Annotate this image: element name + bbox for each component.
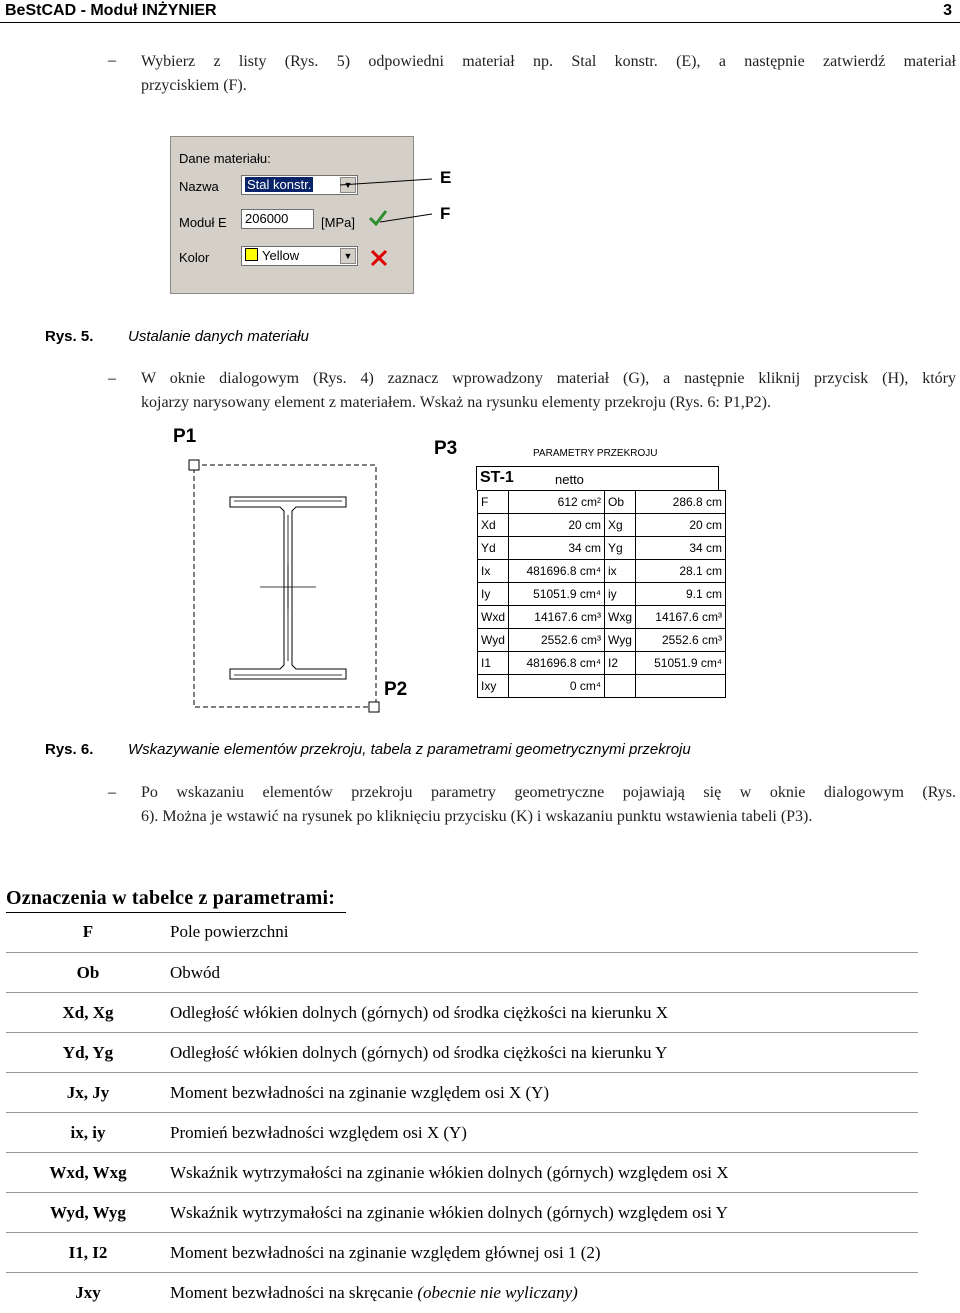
section-note: netto (555, 472, 584, 487)
legend-row (6, 1272, 918, 1313)
page-header (0, 0, 960, 23)
parameters-cell: 2552.6 cm³ (509, 629, 605, 652)
para3-line-2: 6). Można je wstawić na rysunek po kliknięciu przycisku (K) i wskazaniu punktu wstawienia tabeli (P3). (141, 808, 813, 825)
legend-symbol: Wxd, Wxg (49, 1163, 127, 1182)
parameters-cell: Xd (478, 514, 509, 537)
chevron-down-icon[interactable]: ▼ (340, 177, 356, 193)
parameters-cell: Ix (478, 560, 509, 583)
paragraph-2 (141, 367, 956, 415)
parameters-cell (605, 675, 636, 698)
legend-row (6, 1192, 918, 1233)
para3-line-1: Po wskazaniu elementów przekroju parametry geometryczne pojawiają się w oknie dialogowym (Rys. (141, 784, 956, 801)
parameters-cell: Ixy (478, 675, 509, 698)
para2-line-1: W oknie dialogowym (Rys. 4) zaznacz wprowadzony materiał (G), a następnie kliknij przycisk (H), który (141, 370, 956, 387)
parameters-cell: 14167.6 cm³ (636, 606, 726, 629)
page-number: 3 (943, 2, 952, 19)
parameters-row (478, 652, 726, 675)
parameters-cell: Wxd (478, 606, 509, 629)
legend-row (6, 952, 918, 993)
legend-row (6, 1112, 918, 1153)
legend-symbol: Jx, Jy (66, 1083, 110, 1102)
parameters-cell: 481696.8 cm⁴ (509, 560, 605, 583)
bullet-dash: – (108, 784, 116, 801)
parameters-cell: Wyg (605, 629, 636, 652)
legend-row (6, 1232, 918, 1273)
legend-row (6, 992, 918, 1033)
color-select[interactable] (241, 246, 358, 266)
parameters-row (478, 629, 726, 652)
parameters-cell: Wyd (478, 629, 509, 652)
legend-symbol: Wyd, Wyg (50, 1203, 126, 1222)
legend-symbol: F (82, 922, 94, 941)
name-label: Nazwa (179, 179, 219, 194)
legend-description (170, 1243, 601, 1263)
legend-description (170, 1283, 578, 1303)
parameters-cell: 286.8 cm (636, 491, 726, 514)
legend-description (170, 922, 289, 942)
label-p3: P3 (434, 438, 458, 459)
legend-row (6, 1032, 918, 1073)
modulus-unit: [MPa] (321, 215, 355, 230)
legend-description-text: Moment bezwładności na zginanie względem osi X (Y) (170, 1083, 550, 1102)
chevron-down-icon[interactable]: ▼ (340, 248, 356, 264)
parameters-row (478, 560, 726, 583)
bullet-dash: – (108, 52, 116, 69)
legend-row (6, 912, 918, 952)
parameters-row (478, 537, 726, 560)
parameters-table (477, 490, 726, 698)
parameters-cell: I2 (605, 652, 636, 675)
parameters-cell: 34 cm (509, 537, 605, 560)
group-label: Dane materiału: (179, 151, 271, 166)
parameters-cell: Ob (605, 491, 636, 514)
modulus-label: Moduł E (179, 215, 227, 230)
callout-f: F (440, 204, 451, 223)
legend-description-text: Pole powierzchni (170, 922, 289, 941)
intro-line-1: Wybierz z listy (Rys. 5) odpowiedni materiał np. Stal konstr. (E), a następnie zatwierdź materiał (141, 53, 956, 70)
cancel-button[interactable] (368, 247, 390, 269)
parameters-cell (636, 675, 726, 698)
legend-symbol: Yd, Yg (62, 1043, 114, 1062)
legend-row (6, 1152, 918, 1193)
section-id: ST-1 (480, 469, 514, 486)
label-p2: P2 (384, 679, 408, 700)
parameters-cell: 2552.6 cm³ (636, 629, 726, 652)
color-label: Kolor (179, 250, 210, 265)
legend-description (170, 1203, 728, 1223)
parameters-table-header (476, 466, 719, 490)
figure-5-caption: Ustalanie danych materiału (128, 328, 309, 345)
parameters-table-title: PARAMETRY PRZEKROJU (533, 448, 658, 459)
parameters-cell: 51051.9 cm⁴ (509, 583, 605, 606)
parameters-cell: Yd (478, 537, 509, 560)
legend-description (170, 1043, 667, 1063)
legend-description-text: Moment bezwładności na zginanie względem głównej osi 1 (2) (170, 1243, 601, 1262)
legend-description-text: Promień bezwładności względem osi X (Y) (170, 1123, 467, 1142)
legend-symbol: I1, I2 (68, 1243, 108, 1262)
parameters-cell: 0 cm⁴ (509, 675, 605, 698)
parameters-cell: iy (605, 583, 636, 606)
legend-description (170, 1083, 549, 1103)
label-p1: P1 (173, 426, 197, 447)
parameters-cell: 20 cm (509, 514, 605, 537)
bullet-dash: – (108, 370, 116, 387)
intro-line-2: przyciskiem (F). (141, 77, 247, 94)
parameters-cell: 612 cm² (509, 491, 605, 514)
legend-description-text: Obwód (170, 963, 221, 982)
parameters-row (478, 491, 726, 514)
parameters-cell: 14167.6 cm³ (509, 606, 605, 629)
para2-line-2: kojarzy narysowany element z materiałem. Wskaż na rysunku elementy przekroju (Rys. 6: P1,P2). (141, 394, 771, 411)
parameters-cell: Wxg (605, 606, 636, 629)
paragraph-3 (141, 781, 956, 829)
parameters-cell: Xg (605, 514, 636, 537)
legend-symbol: Jxy (75, 1283, 101, 1302)
parameters-cell: 9.1 cm (636, 583, 726, 606)
legend-symbol: Xd, Xg (62, 1003, 114, 1022)
callout-e: E (440, 168, 452, 187)
parameters-cell: Yg (605, 537, 636, 560)
intro-paragraph (141, 50, 956, 98)
callout-lines (340, 170, 440, 230)
parameters-row (478, 606, 726, 629)
yellow-swatch-icon (245, 248, 258, 261)
figure-6-number: Rys. 6. (45, 741, 94, 758)
legend-description (170, 1123, 467, 1143)
legend-description-text: Moment bezwładności na skręcanie (170, 1283, 414, 1302)
parameters-cell: 20 cm (636, 514, 726, 537)
legend-row (6, 1072, 918, 1113)
parameters-cell: 51051.9 cm⁴ (636, 652, 726, 675)
modulus-input[interactable]: 206000 (241, 209, 314, 229)
legend-note: (obecnie nie wyliczany) (417, 1283, 578, 1302)
parameters-cell: I1 (478, 652, 509, 675)
parameters-cell: 28.1 cm (636, 560, 726, 583)
parameters-cell: 34 cm (636, 537, 726, 560)
figure-5-number: Rys. 5. (45, 328, 94, 345)
material-name-value: Stal konstr. (247, 177, 312, 192)
legend-title: Oznaczenia w tabelce z parametrami: (6, 887, 336, 909)
close-icon (368, 247, 390, 269)
parameters-row (478, 583, 726, 606)
legend-description (170, 963, 220, 983)
parameters-cell: Iy (478, 583, 509, 606)
parameters-cell: F (478, 491, 509, 514)
parameters-cell: 481696.8 cm⁴ (509, 652, 605, 675)
legend-description-text: Odległość włókien dolnych (górnych) od środka ciężkości na kierunku X (170, 1003, 669, 1022)
parameters-row (478, 514, 726, 537)
legend-description (170, 1163, 728, 1183)
document-title: BeStCAD - Moduł INŻYNIER (5, 2, 217, 19)
parameters-cell: ix (605, 560, 636, 583)
section-drawing (170, 425, 430, 715)
legend-description-text: Odległość włókien dolnych (górnych) od środka ciężkości na kierunku Y (170, 1043, 668, 1062)
color-value: Yellow (262, 248, 300, 263)
legend-description-text: Wskaźnik wytrzymałości na zginanie włókien dolnych (górnych) względem osi Y (170, 1203, 728, 1222)
parameters-row (478, 675, 726, 698)
legend-description (170, 1003, 668, 1023)
legend-description-text: Wskaźnik wytrzymałości na zginanie włókien dolnych (górnych) względem osi X (170, 1163, 729, 1182)
legend-symbol: Ob (76, 963, 100, 982)
figure-6-caption: Wskazywanie elementów przekroju, tabela z parametrami geometrycznymi przekroju (128, 741, 691, 758)
legend-symbol: ix, iy (70, 1123, 106, 1142)
